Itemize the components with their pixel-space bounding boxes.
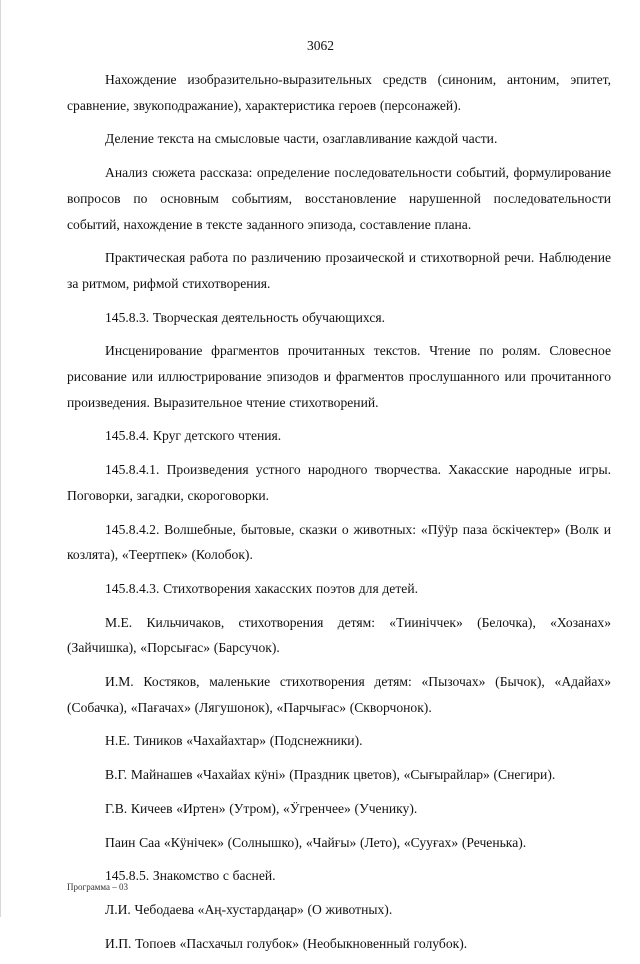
footer-label: Программа – 03 [67, 882, 129, 892]
page-number: 3062 [307, 38, 334, 53]
paragraph: И.П. Топоев «Пасхачыл голубок» (Необыкновенный голубок). [105, 935, 468, 951]
section-heading: 145.8.5. Знакомство с басней. [105, 868, 276, 884]
paragraph: Деление текста на смысловые части, озаглавливание каждой части. [105, 131, 498, 147]
section-heading: 145.8.3. Творческая деятельность обучающихся. [105, 309, 386, 325]
paragraph: Г.В. Кичеев «Иртен» (Утром), «Ӱгренчее» (Ученику). [105, 800, 418, 816]
paragraph: И.М. Костяков, маленькие стихотворения детям: «Пызочах» (Бычок), «Адайах» (Собачка), «Пағачах» (Лягушонок), «Парчығас» (Скворчонок). [67, 674, 611, 715]
paragraph: Нахождение изобразительно-выразительных средств (синоним, антоним, эпитет, сравнение, звукоподражание), характеристика героев (персонажей). [67, 72, 611, 113]
paragraph: Н.Е. Тиников «Чахайахтар» (Подснежники). [105, 733, 363, 749]
section-heading: 145.8.4. Круг детского чтения. [105, 428, 282, 444]
paragraph: Л.И. Чебодаева «Аң-хустардаңар» (О животных). [105, 901, 393, 917]
paragraph: В.Г. Майнашев «Чахайах кӱнi» (Праздник цветов), «Сығырайлар» (Снегири). [105, 767, 556, 783]
paragraph: М.Е. Кильчичаков, стихотворения детям: «Тииніччек» (Белочка), «Хозанах» (Зайчишка), «Порсығас» (Барсучок). [67, 614, 611, 656]
document-body [67, 67, 611, 964]
paragraph: Паин Саа «Кӱнічек» (Солнышко), «Чайғы» (Лето), «Сууғах» (Реченька). [105, 834, 527, 850]
paragraph: Инсценирование фрагментов прочитанных текстов. Чтение по ролям. Словесное рисование или иллюстрирование эпизодов и фрагментов прослушанного или прочитанного произведения. Выразительное чтение стихотворений. [67, 343, 611, 410]
paragraph: Практическая работа по различению прозаической и стихотворной речи. Наблюдение за ритмом, рифмой стихотворения. [67, 250, 611, 291]
paragraph: 145.8.4.1. Произведения устного народного творчества. Хакасские народные игры. Поговорки, загадки, скороговорки. [67, 462, 611, 503]
section-heading: 145.8.4.3. Стихотворения хакасских поэтов для детей. [105, 580, 418, 596]
paragraph: Анализ сюжета рассказа: определение последовательности событий, формулирование вопросов по основным событиям, восстановление нарушенной последовательности событий, нахождение в тексте заданного эпизода, составление плана. [67, 165, 611, 232]
paragraph: 145.8.4.2. Волшебные, бытовые, сказки о животных: «Пӱӱр паза ӧскiчектер» (Волк и козлята), «Теертпек» (Колобок). [67, 521, 611, 563]
